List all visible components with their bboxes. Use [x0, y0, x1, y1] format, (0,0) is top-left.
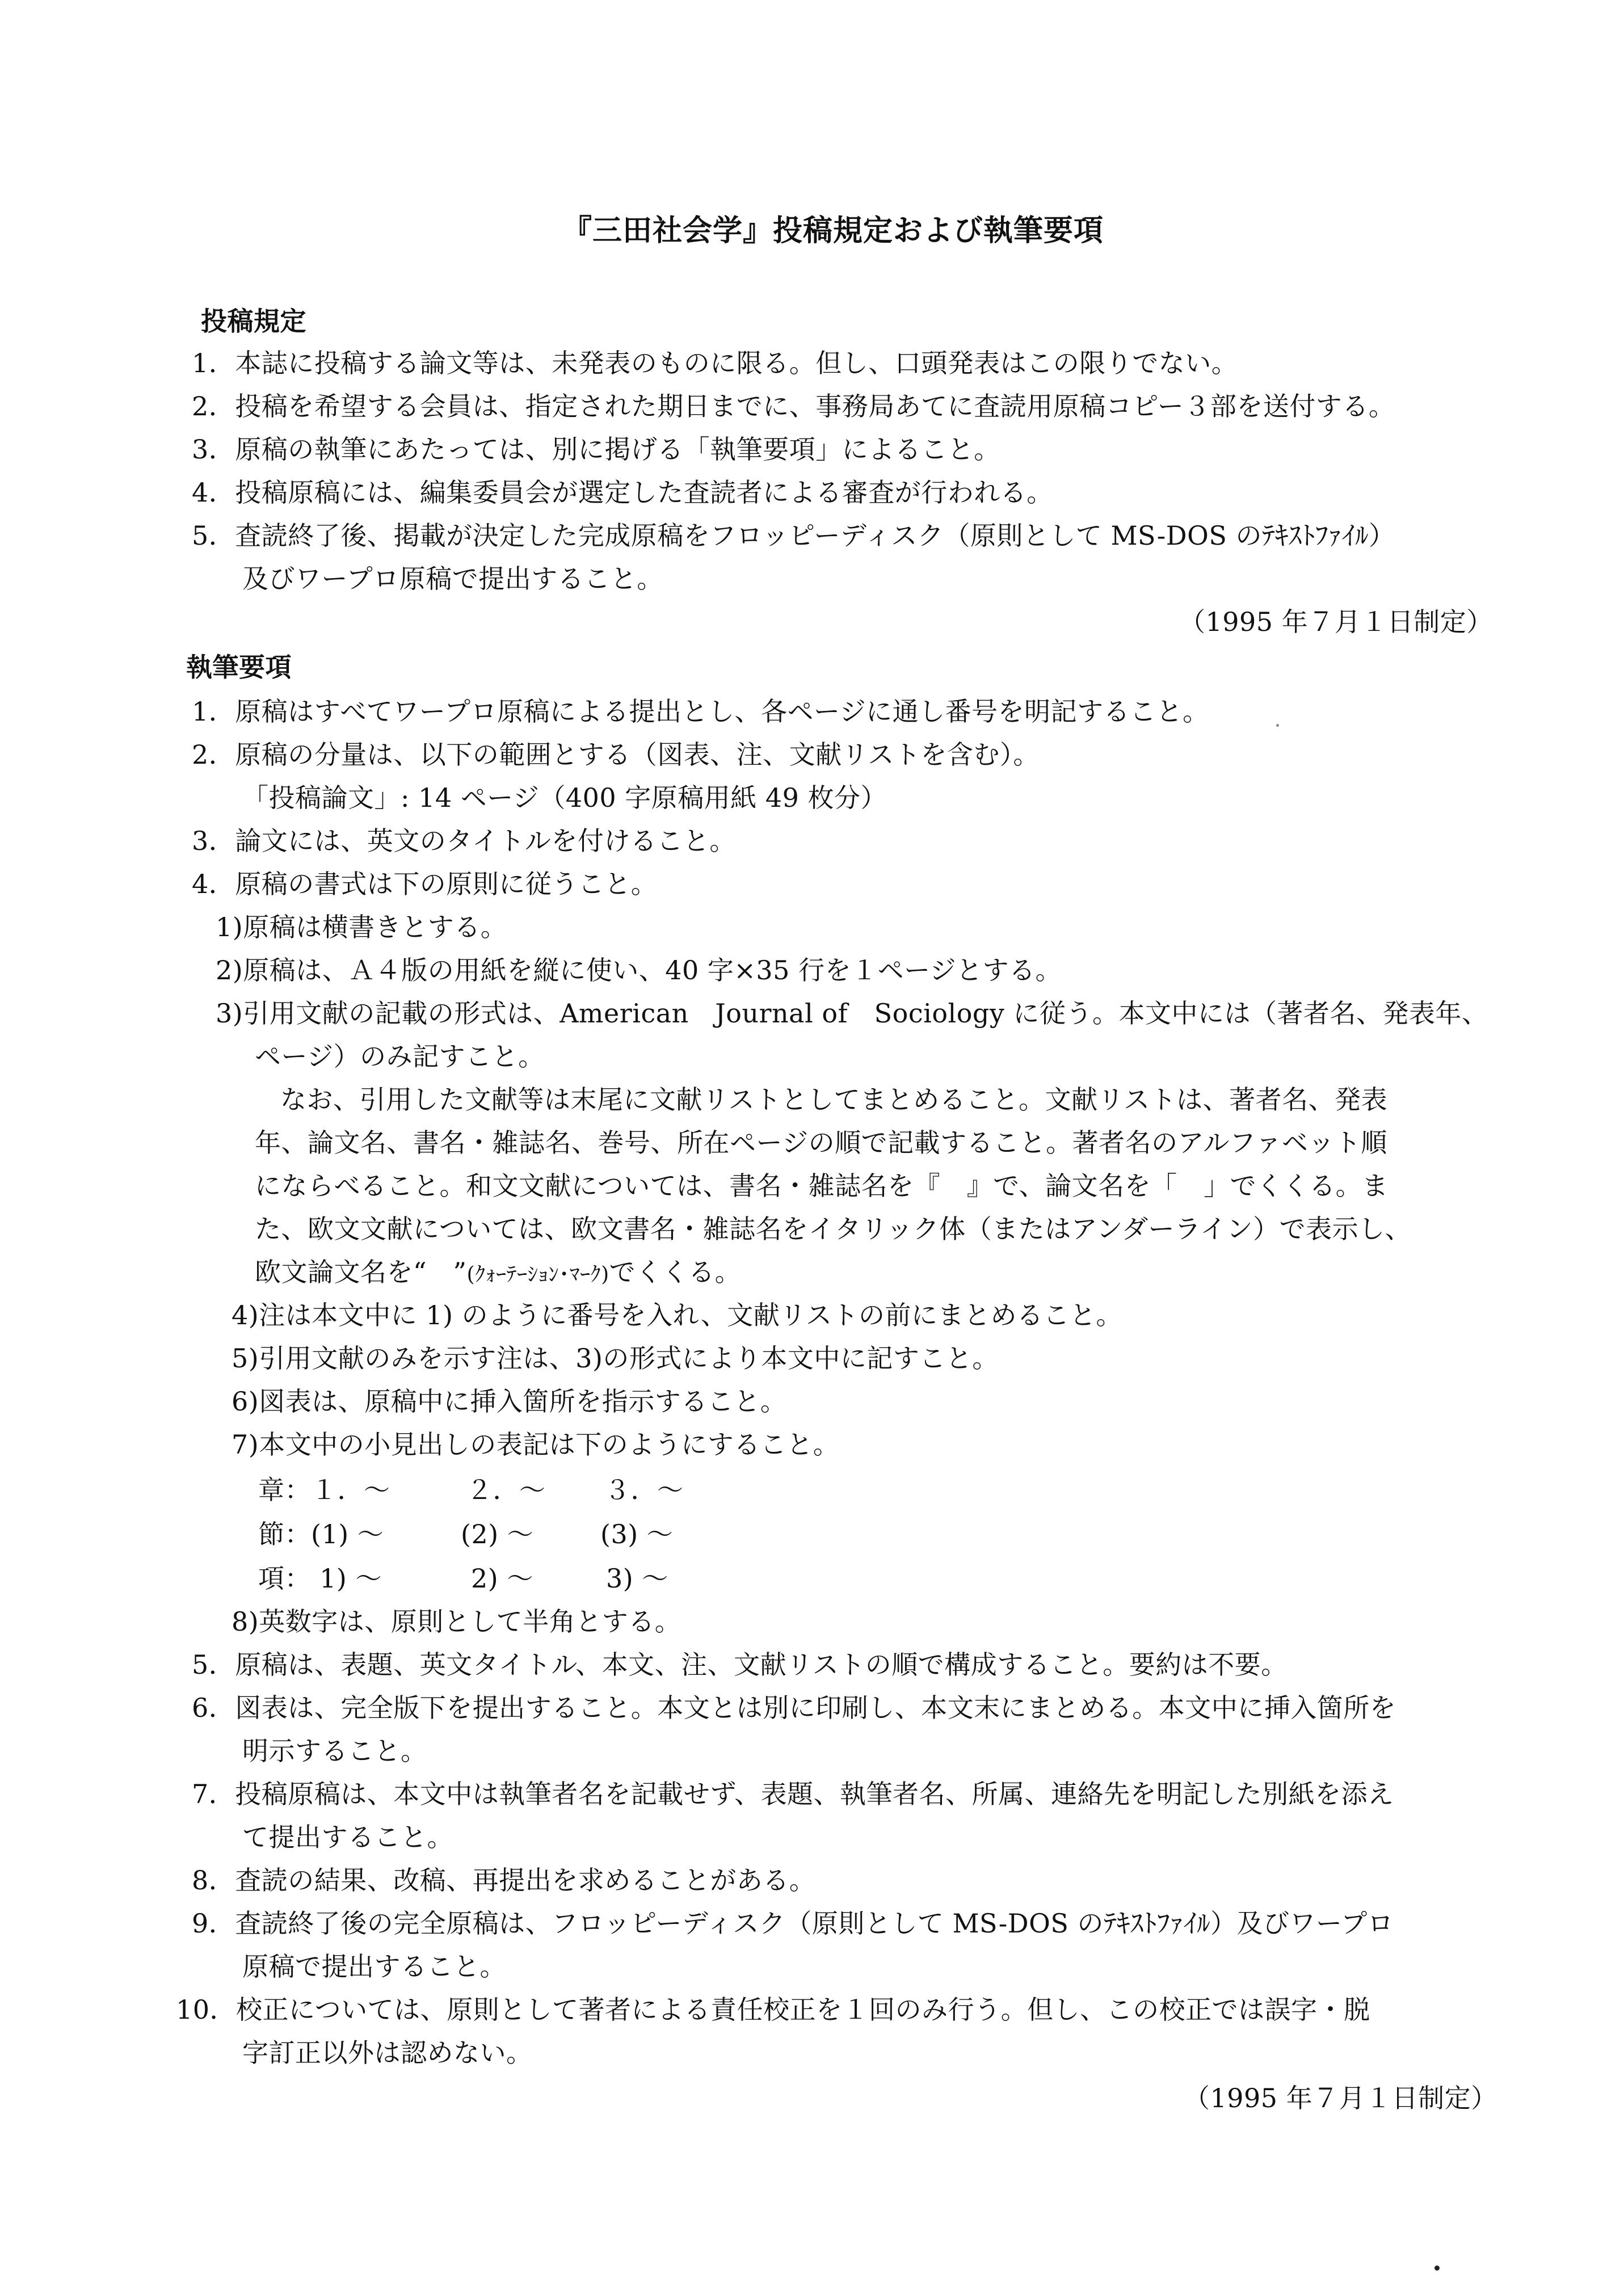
- heading-level-chapter-2: ２．～: [466, 1475, 546, 1505]
- heading-level-item-2: 2) ～: [471, 1563, 533, 1594]
- submission-item-5-cont: 及びワープロ原稿で提出すること。: [242, 563, 663, 594]
- reference-paragraph-line-1: なお、引用した文献等は末尾に文献リストとしてまとめること。文献リストは、著者名、発表: [280, 1084, 1388, 1115]
- format-rule-3-cont: ページ）のみ記すこと。: [255, 1041, 545, 1072]
- format-rule-4: 4)注は本文中に 1) のように番号を入れ、文献リストの前にまとめること。: [232, 1300, 1123, 1330]
- writing-item-7-cont: て提出すること。: [242, 1822, 453, 1852]
- writing-item-4: 4．原稿の書式は下の原則に従うこと。: [192, 869, 658, 899]
- writing-item-1: 1．原稿はすべてワープロ原稿による提出とし、各ページに通し番号を明記すること。: [192, 696, 1209, 727]
- heading-level-section-2: (2) ～: [461, 1519, 534, 1549]
- heading-level-section-3: (3) ～: [600, 1519, 674, 1549]
- heading-level-chapter-3: ３．～: [604, 1475, 684, 1505]
- format-rule-8: 8)英数字は、原則として半角とする。: [232, 1606, 681, 1637]
- writing-item-9-cont: 原稿で提出すること。: [242, 1951, 506, 1982]
- writing-item-10-cont: 字訂正以外は認めない。: [242, 2037, 533, 2068]
- quotation-mark-note: (ｸｫｰﾃｰｼｮﾝ･ﾏｰｸ): [466, 1263, 609, 1286]
- submission-item-4: 4．投稿原稿には、編集委員会が選定した査読者による審査が行われる。: [192, 477, 1053, 508]
- document-title: 『三田社会学』投稿規定および執筆要項: [562, 213, 1104, 248]
- format-rule-2: 2)原稿は、Ａ４版の用紙を縦に使い、40 字×35 行を１ページとする。: [216, 955, 1062, 986]
- reference-paragraph-line-4: た、欧文文献については、欧文書名・雑誌名をイタリック体（またはアンダーライン）で表示し、: [255, 1214, 1412, 1244]
- reference-paragraph-line-3: にならべること。和文文献については、書名・雑誌名を『 』で、論文名を「 」でくくる。ま: [255, 1170, 1389, 1201]
- submission-enacted-date: （1995 年７月１日制定）: [1179, 607, 1493, 637]
- scan-speck: [1276, 724, 1279, 727]
- heading-level-chapter: 章：１．～: [258, 1475, 390, 1505]
- submission-item-3: 3．原稿の執筆にあたっては、別に掲げる「執筆要項」によること。: [192, 434, 1000, 465]
- format-rule-6: 6)図表は、原稿中に挿入箇所を指示すること。: [232, 1386, 787, 1417]
- reference-paragraph-line-2: 年、論文名、書名・雑誌名、巻号、所在ページの順で記載すること。著者名のアルファベット順: [255, 1127, 1387, 1158]
- writing-item-9: 9．査読終了後の完全原稿は、フロッピーディスク（原則として MS-DOS のﾃｷｽﾄﾌｧｲﾙ）及びワープロ: [192, 1908, 1394, 1939]
- writing-item-2-volume: 「投稿論文」: 14 ページ（400 字原稿用紙 49 枚分）: [242, 782, 887, 813]
- writing-enacted-date: （1995 年７月１日制定）: [1184, 2083, 1497, 2113]
- reference-paragraph-line-5: [255, 1255, 741, 1292]
- writing-item-6: 6．図表は、完全版下を提出すること。本文とは別に印刷し、本文末にまとめる。本文中に挿入箇所を: [192, 1692, 1396, 1723]
- submission-item-2: 2．投稿を希望する会員は、指定された期日までに、事務局あてに査読用原稿コピー３部を送付する。: [192, 391, 1395, 422]
- format-rule-7: 7)本文中の小見出しの表記は下のようにすること。: [232, 1429, 840, 1460]
- submission-item-5: 5．査読終了後、掲載が決定した完成原稿をフロッピーディスク（原則として MS-DOS のﾃｷｽﾄﾌｧｲﾙ）: [192, 520, 1395, 551]
- writing-item-7: 7．投稿原稿は、本文中は執筆者名を記載せず、表題、執筆者名、所属、連絡先を明記した別紙を添え: [192, 1779, 1394, 1809]
- writing-item-10: 10．校正については、原則として著者による責任校正を１回のみ行う。但し、この校正では誤字・脱: [176, 1994, 1370, 2025]
- format-rule-1: 1)原稿は横書きとする。: [216, 912, 507, 942]
- writing-heading: 執筆要項: [186, 652, 292, 683]
- format-rule-5: 5)引用文献のみを示す注は、3)の形式により本文中に記すこと。: [232, 1343, 999, 1374]
- writing-item-2: 2．原稿の分量は、以下の範囲とする（図表、注、文献リストを含む）。: [192, 739, 1040, 770]
- scan-mark: [1434, 2265, 1440, 2271]
- submission-heading: 投稿規定: [201, 306, 306, 336]
- writing-item-8: 8．査読の結果、改稿、再提出を求めることがある。: [192, 1865, 816, 1896]
- heading-level-item: 項： 1) ～: [258, 1563, 382, 1594]
- reference-paragraph-line-5b: でくくる。: [609, 1257, 742, 1287]
- heading-level-item-3: 3) ～: [606, 1563, 668, 1594]
- heading-level-section: 節：(1) ～: [258, 1519, 384, 1549]
- writing-item-5: 5．原稿は、表題、英文タイトル、本文、注、文献リストの順で構成すること。要約は不要。: [192, 1649, 1288, 1680]
- format-rule-3: 3)引用文献の記載の形式は、American Journal of Sociology に従う。本文中には（著者名、発表年、: [216, 998, 1488, 1029]
- submission-item-1: 1．本誌に投稿する論文等は、未発表のものに限る。但し、口頭発表はこの限りでない。: [192, 348, 1238, 378]
- reference-paragraph-line-5a: 欧文論文名を“ ”: [255, 1257, 467, 1287]
- writing-item-6-cont: 明示すること。: [242, 1736, 427, 1766]
- writing-item-3: 3．論文には、英文のタイトルを付けること。: [192, 826, 736, 856]
